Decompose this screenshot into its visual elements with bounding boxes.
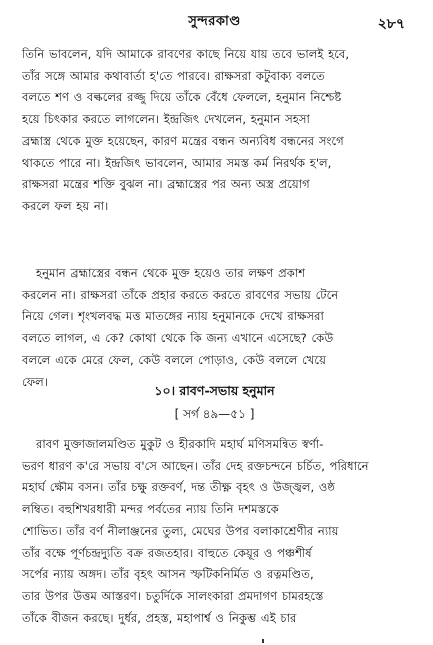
text-line: তাঁর সঙ্গে আমার কথাবার্তা হ'তে পারবে। রাক্ষসরা কটুবাক্য বলতে <box>22 68 325 83</box>
text-line: হনুমান ব্রহ্মাস্ত্রের বন্ধন থেকে মুক্ত হয়েও তার লক্ষণ প্রকাশ <box>36 266 306 280</box>
text-line: সর্পের ন্যায় অঙ্গদ। তাঁর বৃহৎ আসন স্ফটিকনির্মিত ও রত্নমণ্ডিত, <box>22 567 314 582</box>
text-line: মহার্ঘ ক্ষৌম বসন। তাঁর চক্ষু রক্তবর্ণ, দন্ত তীক্ষ্ণ বৃহৎ ও উজ্জ্বল, ওষ্ঠ <box>22 480 335 495</box>
running-head <box>22 12 407 32</box>
section-heading: ১০। রাবণ-সভায় হনুমান <box>154 383 275 398</box>
text-line: শোভিত। তাঁর বর্ণ নীলাঞ্জনের তুল্য, মেঘের উপর বলাকাশ্রেণীর ন্যায় <box>22 523 339 538</box>
sarga-reference: [ সর্গ ৪৯—৫১ ] <box>174 407 255 421</box>
text-line: তাঁকে বীজন করছে। দুর্ধর, প্রহস্ত, মহাপার্শ্ব ও নিকুম্ভ এই চার <box>22 610 297 625</box>
page-number: ২৮৭ <box>377 16 405 32</box>
text-line: বলতে লাগল, এ কে? কোথা থেকে কি জন্য এখানে এসেছে? কেউ <box>22 331 334 346</box>
text-line: বলতে শণ ও বল্কলের রজ্জু দিয়ে তাঁকে বেঁধে ফেললে, হনুমান নিশ্চেষ্ট <box>22 90 342 105</box>
text-line: থাকতে পারে না। ইন্দ্রজিৎ ভাবলেন, আমার সমস্ত কর্ম নিরর্থক হ'ল, <box>22 155 332 170</box>
text-line: করলেন না। রাক্ষসরা তাঁকে প্রহার করতে করতে রাবণের সভায় টেনে <box>22 287 339 302</box>
print-mark <box>262 639 264 643</box>
text-line: ফেল। <box>22 374 48 389</box>
paragraph-1 <box>22 44 407 218</box>
text-line: তাঁর বক্ষে পূর্ণচন্দ্রদ্যুতি বক্র রজতহার। বাহুতে কেয়ূর ও পঞ্চশীর্ষ <box>22 545 312 560</box>
text-line: ভরণ ধারণ ক'রে সভায় ব'সে আছেন। তাঁর দেহ রক্তচন্দনে চর্চিত, পরিধানে <box>22 458 369 473</box>
text-line: ব্রহ্মাস্ত্র থেকে মুক্ত হয়েছেন, কারণ মন্ত্রের বন্ধন অন্যবিধ বন্ধনের সংগে <box>22 133 344 148</box>
paragraph-3 <box>22 434 407 629</box>
text-line: করলে ফল হয় না। <box>22 198 109 213</box>
text-line: বললে একে মেরে ফেল, কেউ বললে পোড়াও, কেউ বললে খেয়ে <box>22 352 326 367</box>
text-line: লম্বিত। বহুশিখরধারী মন্দর পর্বতের ন্যায় তিনি দশমস্তকে <box>22 502 279 517</box>
text-line: রাবণ মুক্তাজালমণ্ডিত মুকুট ও হীরকাদি মহার্ঘ মণিসমন্বিত স্বর্ণা- <box>36 437 324 451</box>
text-line: রাক্ষসরা মন্ত্রের শক্তি বুঝল না। ব্রহ্মাস্ত্রের পর অন্য অস্ত্র প্রয়োগ <box>22 177 310 192</box>
text-line: তিনি ভাবলেন, যদি আমাকে রাবণের কাছে নিয়ে যায় তবে ভালই হবে, <box>22 47 350 61</box>
paragraph-2 <box>22 263 407 393</box>
running-title: সুন্দরকাণ্ড <box>188 14 241 29</box>
text-line: নিয়ে গেল। শৃংখলবদ্ধ মত্ত মাতঙ্গের ন্যায় হনুমানকে দেখে রাক্ষসরা <box>22 309 324 324</box>
text-line: তার উপর উত্তম আস্তরণ। চতুর্দিকে সালংকারা প্রমদাগণ চামরহস্তে <box>22 588 324 603</box>
text-line: হয়ে চিৎকার করতে লাগলেন। ইন্দ্রজিৎ দেখলেন, হনুমান সহসা <box>22 112 310 127</box>
